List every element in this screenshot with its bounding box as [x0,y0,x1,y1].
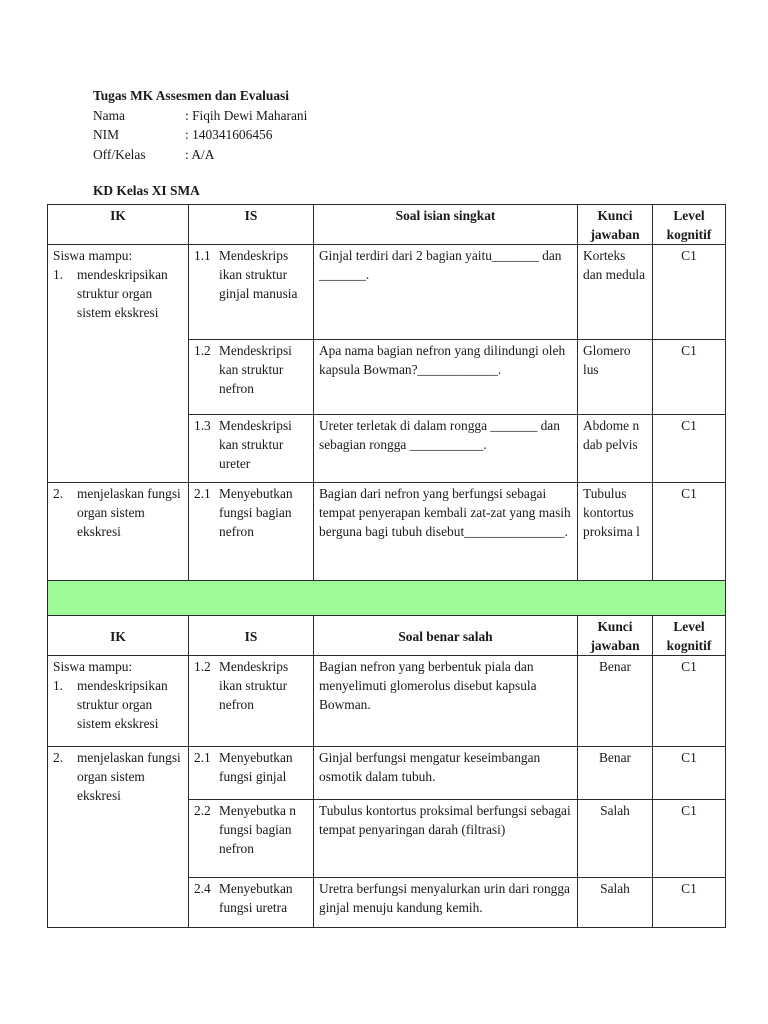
meta-value: : A/A [185,146,215,162]
table-row [48,245,726,340]
meta-label: Off/Kelas [93,146,146,162]
meta-value: : Fiqih Dewi Maharani [185,107,308,123]
col-header-level: Level kognitif [653,616,726,656]
ik-number: 1. [53,678,64,693]
col-header-soal: Soal isian singkat [314,205,578,245]
table2-header-row [48,616,726,656]
meta-label: Nama [93,107,125,123]
ik-cell [48,245,189,483]
is-cell [189,340,314,415]
table1-header-row [48,205,726,245]
is-number: 1.2 [194,659,211,674]
ik-number: 2. [53,750,64,765]
col-header-level: Level kognitif [653,205,726,245]
is-text: Menyebutkan fungsi ginjal [219,750,293,784]
is-text: Menyebutkan fungsi uretra [219,881,293,915]
is-text: Menyebutkan fungsi bagian nefron [219,486,293,539]
is-cell [189,656,314,747]
kunci-cell: Korteks dan medula [578,245,653,340]
kd-title: KD Kelas XI SMA [93,183,200,198]
section-separator [48,581,726,616]
ik-text: menjelaskan fungsi organ sistem ekskresi [77,750,181,803]
level-cell: C1 [653,483,726,581]
ik-cell [48,747,189,928]
is-text: Mendeskrips ikan struktur nefron [219,659,289,712]
level-cell: C1 [653,415,726,483]
is-text: Mendeskrips ikan struktur ginjal manusia [219,248,298,301]
kunci-cell: Glomero lus [578,340,653,415]
is-number: 1.2 [194,343,211,358]
soal-cell: Ginjal berfungsi mengatur keseimbangan osmotik dalam tubuh. [314,747,578,800]
soal-cell: Bagian nefron yang berbentuk piala dan menyelimuti glomerolus disebut kapsula Bowman. [314,656,578,747]
col-header-is: IS [189,616,314,656]
is-cell [189,483,314,581]
meta-row-nama [93,106,307,126]
is-number: 2.4 [194,881,211,896]
col-header-ik: IK [48,205,189,245]
kunci-cell: Benar [578,656,653,747]
ik-intro: Siswa mampu: [53,659,133,674]
col-header-ik: IK [48,616,189,656]
col-header-kunci: Kunci jawaban [578,616,653,656]
table-row [48,483,726,581]
green-separator-bar [48,581,726,616]
ik-intro: Siswa mampu: [53,248,133,263]
soal-cell: Tubulus kontortus proksimal berfungsi sebagai tempat penyaringan darah (filtrasi) [314,800,578,878]
ik-number: 1. [53,267,64,282]
is-number: 1.3 [194,418,211,433]
meta-label: NIM [93,127,120,142]
level-cell: C1 [653,656,726,747]
ik-cell [48,656,189,747]
ik-text: mendeskripsikan struktur organ sistem ekskresi [77,678,168,731]
is-text: Mendeskripsi kan struktur ureter [219,418,292,471]
assignment-title: Tugas MK Assesmen dan Evaluasi [93,88,289,103]
table-row [48,747,726,800]
kunci-cell: Salah [578,800,653,878]
col-header-soal: Soal benar salah [314,616,578,656]
is-number: 2.1 [194,486,211,501]
ik-text: menjelaskan fungsi organ sistem ekskresi [77,486,181,539]
is-cell [189,415,314,483]
meta-row-nim [93,125,307,145]
kunci-cell: Abdome n dab pelvis [578,415,653,483]
level-cell: C1 [653,878,726,928]
soal-cell: Bagian dari nefron yang berfungsi sebagai tempat penyerapan kembali zat-zat yang masih berguna bagi tubuh disebut_______________. [314,483,578,581]
kunci-cell: Salah [578,878,653,928]
is-text: Mendeskripsi kan struktur nefron [219,343,292,396]
level-cell: C1 [653,340,726,415]
level-cell: C1 [653,747,726,800]
ik-cell [48,483,189,581]
ik-item [53,676,183,733]
document-header [93,86,307,164]
kunci-cell: Tubulus kontortus proksima l [578,483,653,581]
is-number: 2.1 [194,750,211,765]
soal-cell: Uretra berfungsi menyalurkan urin dari rongga ginjal menuju kandung kemih. [314,878,578,928]
table-row [48,656,726,747]
is-number: 2.2 [194,803,211,818]
meta-row-kelas [93,145,307,165]
level-cell: C1 [653,245,726,340]
col-header-is: IS [189,205,314,245]
is-text: Menyebutka n fungsi bagian nefron [219,803,296,856]
is-number: 1.1 [194,248,211,263]
is-cell [189,245,314,340]
ik-item [53,484,183,541]
meta-value: : 140341606456 [185,127,273,142]
soal-cell: Ureter terletak di dalam rongga _______ dan sebagian rongga ___________. [314,415,578,483]
is-cell [189,878,314,928]
ik-item [53,748,183,805]
ik-number: 2. [53,486,64,501]
ik-text: mendeskripsikan struktur organ sistem ekskresi [77,267,168,320]
level-cell: C1 [653,800,726,878]
kunci-cell: Benar [578,747,653,800]
assessment-table [47,204,726,928]
col-header-kunci: Kunci jawaban [578,205,653,245]
ik-item [53,265,183,322]
soal-cell: Ginjal terdiri dari 2 bagian yaitu_______ dan _______. [314,245,578,340]
soal-cell: Apa nama bagian nefron yang dilindungi oleh kapsula Bowman?____________. [314,340,578,415]
is-cell [189,747,314,800]
is-cell [189,800,314,878]
